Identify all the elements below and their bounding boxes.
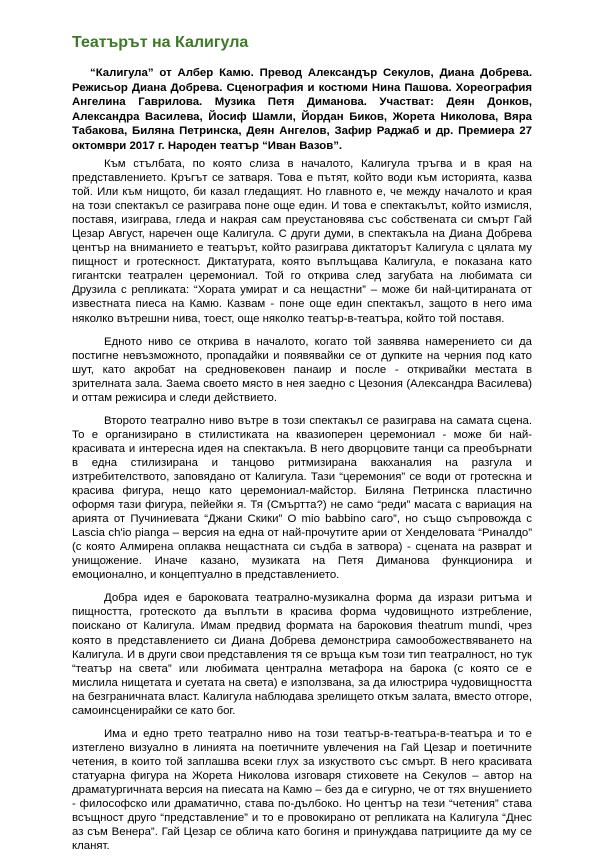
production-credits: “Калигула” от Албер Камю. Превод Александър Секулов, Диана Добрева. Режисьор Диана Добрева. Сценография и костюми Нина Пашова. Хореография Ангелина Гаврилова. Музика Петя Диманова. Участват: Деян Донков, Александра Василева, Йосиф Шамли, Йордан Биков, Жорета Николова, Вяра Табакова, Биляна Петринска, Деян Ангелов, Зафир Раджаб и др. Премиера 27 октомври 2017 г. Народен театър “Иван Вазов”. <box>72 67 532 152</box>
article-body <box>72 157 532 862</box>
paragraph: Има и едно трето театрално ниво на този театър-в-театъра-в-театъра и то е изтеглено визуално в линията на поетичните увлечения на Гай Цезар и поетичните четения, в които той заплашва всеки глух за изкуството със смърт. В него красивата статуарна фигура на Жорета Николова изговаря стиховете на Секулов – автор на драматургичната версия на пиесата на Камю – без да е сигурно, че от тях внушението - философско или драматично, става по-дълбоко. Но център на тези “четения” става всъщност друго “представление” и то е провокирано от репликата на Калигула “Днес аз съм Венера”. Гай Цезар се облича като богиня и принуждава патрициите да му се кланят. <box>72 727 532 853</box>
paragraph: Добра идея е бароковата театрално-музикална форма да изрази ритъма и пищността, гротеското да въплъти в красива форма чудовищното изтребление, поискано от Калигула. Имам предвид формата на бароковия theatrum mundi, чрез която в представлението си Диана Добрева демонстрира самообожествяването на Калигула. И в други свои представления тя се връща към този тип театралност, но тук “театър на света” или любимата централна метафора на барока (с която се е мислила нищетата и суетата на света) е използвана, за да илюстрира чудовищността на безграничната власт. Калигула наблюдава зрелището откъм залата, вместо отгоре, самоинсценирайки се като бог. <box>72 592 532 717</box>
paragraph: Към стълбата, по която слиза в началото, Калигула тръгва и в края на представлението. Кръгът се затваря. Това е пътят, който води към историята, казва той. Или към нищото, би казал гледащият. Но главното е, че между началото и края на този спектакъл се разиграва поне още един. И това е спектакълът, който измисля, поставя, изиграва, гледа и накрая сам преустановява със собствената си смърт Гай Цезар Август, наречен още Калигула. С други думи, в спектакъла на Диана Добрева център на вниманието е театърът, който разиграва диктаторът Калигула с цялата му пищност и гротескност. Диктатурата, която въплъщава Калигула, е показана като гигантски театрален церемониал. Той го открива след загубата на любимата си Друзила с репликата: “Хората умират и са нещастни” – може би най-цитираната от известната пиеса на Камю. Казвам - поне още един спектакъл, защото в него има няколко вътрешни нива, тоест, още няколко театър-в-театъра, който той поставя. <box>72 158 532 325</box>
article-title: Театърът на Калигула <box>72 34 249 51</box>
paragraph: Второто театрално ниво вътре в този спектакъл се разиграва на самата сцена. То е организирано в стилистиката на квазиоперен церемониал - може би най-красивата и интересна идея на спектакъла. В него дворцовите танци са преобърнати в една стилизирана и танцово ритмизирана вакханалия на разгула и изтребителството, заповядано от Калигула. Тази “церемония” се води от гротескна и красива фигура, нещо като церемониал-майстор. Биляна Петринска пластично оформя тази фигура, пейейки я. Тя (Смъртта?) не само “реди” масата с вариация на арията от Пучиниевата “Джани Скики” O mio babbino caro”, но също съпровожда с Lascia ch'io pianga – версия на една от най-прочутите арии от Хенделовата “Риналдо” (с която Алмирена оплаква нещастната си съдба в затвора) - сцената на разврат и унищожение. Иначе казано, музиката на Петя Диманова функционира и емоционално, и концептуално в представлението. <box>72 414 532 582</box>
paragraph: Едното ниво се открива в началото, когато той заявява намерението си да постигне невъзможното, пропадайки и появявайки се от дупките на черния под като шут, като акробат на средновековен панаир и после - откривайки местата в зрителната зала. Заема своето място в нея заедно с Цезония (Александра Василева) и оттам режисира и следи действието. <box>72 335 532 404</box>
